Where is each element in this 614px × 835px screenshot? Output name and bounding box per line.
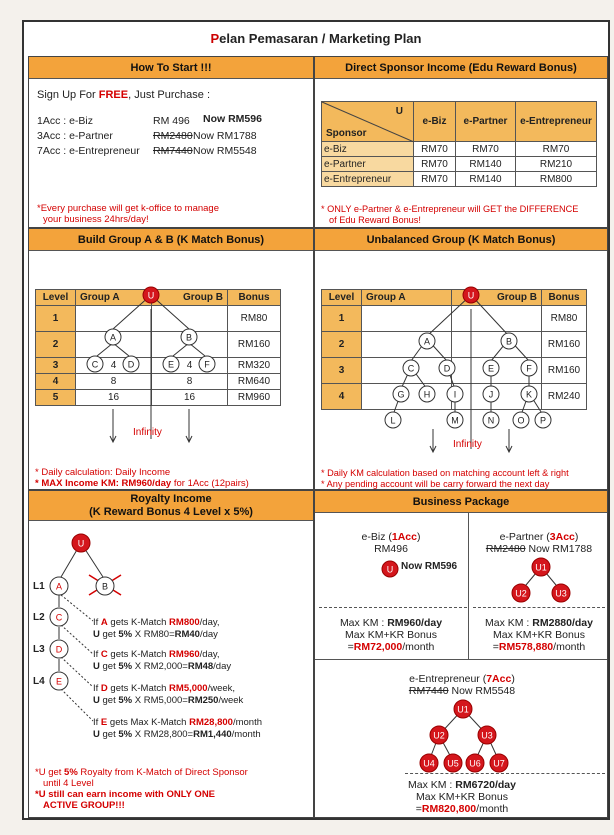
ebiz-now: Now RM596 (401, 561, 458, 572)
row-header: e-Entrepreneur (322, 172, 414, 187)
col-header: Group A (76, 290, 152, 306)
d-label: D (443, 363, 451, 374)
level-cell: 3 (322, 358, 362, 384)
u4-label: U4 (423, 758, 435, 769)
b-label: B (185, 332, 193, 343)
business-package-panel (314, 490, 608, 818)
sponsor-note-2: of Edu Reward Bonus! (329, 215, 421, 225)
ebiz-name: e-Biz (1Acc) (361, 531, 421, 543)
count-cell: 8 (76, 374, 152, 390)
n-label: N (487, 415, 495, 426)
price-row: 3Acc : e-Partner (37, 130, 113, 142)
cell: RM70 (516, 142, 597, 157)
divider (405, 773, 605, 774)
u5-label: U5 (447, 758, 459, 769)
level-label-l1: L1 (33, 581, 45, 592)
e-label: E (167, 359, 175, 370)
royalty-item: If C gets K-Match RM960/day, U get 5% X RM2,000=RM48/day (93, 649, 232, 672)
price-now: Now RM5548 (193, 145, 257, 157)
u3-label: U3 (555, 588, 567, 599)
royalty-item: If E gets Max K-Match RM28,800/month U get 5% X RM28,800=RM1,440/month (93, 717, 262, 740)
e-label: E (55, 676, 63, 687)
a-label: A (55, 581, 63, 592)
u3-label: U3 (481, 730, 493, 741)
corner-cell: U Sponsor (322, 102, 414, 142)
bonus-cell: RM960 (228, 390, 281, 406)
level-label-l3: L3 (33, 644, 45, 655)
unbalanced-note-2: * Any pending account will be carry forward the next day (321, 479, 550, 489)
j-label: J (488, 389, 494, 400)
build-note-2: * MAX Income KM: RM960/day for 1Acc (12pairs) (35, 478, 249, 489)
epartner-price: RM2480 Now RM1788 (485, 543, 593, 555)
col-header: Level (322, 290, 362, 306)
count-cell: 16 (152, 390, 228, 406)
level-cell: 1 (36, 306, 76, 332)
divider (473, 607, 605, 608)
cell: RM70 (456, 142, 516, 157)
col-header: Group B (452, 290, 542, 306)
count-cell: 4 (76, 358, 152, 374)
c-label: C (55, 612, 63, 623)
unbalanced-panel (314, 228, 608, 490)
col-header: e-Biz (414, 102, 456, 142)
bonus-cell: RM240 (542, 384, 587, 410)
b-label: B (101, 581, 109, 592)
u2-label: U2 (515, 588, 527, 599)
col-header: Bonus (542, 290, 587, 306)
price-now: Now RM596 (203, 113, 262, 125)
bonus-cell: RM80 (542, 306, 587, 332)
f-label: F (204, 359, 210, 370)
count-cell: 4 (152, 358, 228, 374)
cell: RM140 (456, 157, 516, 172)
kffice-note: *Every purchase will get k-office to manage (37, 203, 219, 214)
epartner-maxkm: Max KM : RM2880/day (485, 617, 593, 629)
c-label: C (91, 359, 99, 370)
g-label: G (397, 389, 405, 400)
row-header: e-Biz (322, 142, 414, 157)
level-cell: 4 (322, 384, 362, 410)
level-cell: 5 (36, 390, 76, 406)
level-cell: 2 (36, 332, 76, 358)
level-cell: 3 (36, 358, 76, 374)
o-label: O (517, 415, 525, 426)
cell: RM70 (414, 157, 456, 172)
unbalanced-title: Unbalanced Group (K Match Bonus) (315, 229, 607, 251)
price-old: RM7440 (153, 145, 193, 157)
cell: RM140 (456, 172, 516, 187)
e-label: E (487, 363, 495, 374)
bonus-cell: RM320 (228, 358, 281, 374)
row-header: e-Partner (322, 157, 414, 172)
col-header: Level (36, 290, 76, 306)
bonus-cell: RM160 (542, 358, 587, 384)
unbalanced-tree (315, 229, 608, 469)
cell: RM70 (414, 172, 456, 187)
direct-sponsor-panel (314, 56, 608, 228)
a-label: A (109, 332, 117, 343)
u6-label: U6 (469, 758, 481, 769)
cell: RM70 (414, 142, 456, 157)
bonus-cell: RM80 (228, 306, 281, 332)
eentre-price: RM7440 Now RM5548 (408, 685, 516, 697)
col-header: Group A (362, 290, 452, 306)
cell: RM210 (516, 157, 597, 172)
ebiz-kr-label: Max KM+KR Bonus (345, 629, 437, 641)
u7-label: U7 (493, 758, 505, 769)
build-group-title: Build Group A & B (K Match Bonus) (29, 229, 313, 251)
m-label: M (451, 415, 459, 426)
level-cell: 1 (322, 306, 362, 332)
infinity-label: Infinity (453, 439, 482, 450)
c-label: C (407, 363, 415, 374)
build-group-tree (29, 229, 314, 469)
bonus-cell: RM160 (542, 332, 587, 358)
cell: RM800 (516, 172, 597, 187)
divider (319, 607, 467, 608)
royalty-item: If D gets K-Match RM5,000/week, U get 5% X RM5,000=RM250/week (93, 683, 244, 706)
sponsor-table (321, 101, 597, 187)
u1-label: U1 (535, 562, 547, 573)
k-label: K (525, 389, 533, 400)
epartner-kr-label: Max KM+KR Bonus (493, 629, 585, 641)
count-cell: 16 (76, 390, 152, 406)
royalty-note-2: until 4 Level (43, 778, 94, 789)
price-old: RM2480 (153, 130, 193, 142)
royalty-title: Royalty Income (K Reward Bonus 4 Level x 5%) (29, 491, 313, 521)
kffice-note-2: your business 24hrs/day! (43, 214, 149, 225)
u-label: U (77, 538, 85, 549)
col-header: Group B (152, 290, 228, 306)
horizontal-divider (315, 659, 608, 660)
royalty-note: *U get 5% Royalty from K-Match of Direct Sponsor (35, 767, 248, 778)
d-label: D (127, 359, 135, 370)
royalty-note-4: ACTIVE GROUP!!! (43, 800, 125, 811)
d-label: D (55, 644, 63, 655)
u1-label: U1 (457, 704, 469, 715)
u-label: U (386, 564, 394, 575)
price-old: RM 496 (153, 115, 190, 127)
level-label-l4: L4 (33, 676, 45, 687)
ebiz-maxkm: Max KM : RM960/day (339, 617, 443, 629)
price-row: 7Acc : e-Entrepreneur (37, 145, 140, 157)
price-now: Now RM1788 (193, 130, 257, 142)
u-label: U (147, 290, 155, 301)
infinity-label: Infinity (133, 427, 162, 438)
royalty-item: If A gets K-Match RM800/day, U get 5% X RM80=RM40/day (93, 617, 220, 640)
bonus-cell: RM640 (228, 374, 281, 390)
eentre-kr-label: Max KM+KR Bonus (416, 791, 508, 803)
level-cell: 2 (322, 332, 362, 358)
how-to-start-title: How To Start !!! (29, 57, 313, 79)
f-label: F (526, 363, 532, 374)
page-title: Pelan Pemasaran / Marketing Plan (210, 31, 422, 46)
ebiz-price: RM496 (374, 543, 408, 555)
a-label: A (423, 336, 431, 347)
epartner-tree (501, 555, 581, 605)
eentre-maxkm: Max KM : RM6720/day (408, 779, 516, 791)
col-header: e-Partner (456, 102, 516, 142)
level-cell: 4 (36, 374, 76, 390)
direct-sponsor-title: Direct Sponsor Income (Edu Reward Bonus) (315, 57, 607, 79)
how-to-start-panel (28, 56, 314, 228)
build-note: * Daily calculation: Daily Income (35, 467, 171, 478)
count-cell: 8 (152, 374, 228, 390)
sign-up-intro: Sign Up For FREE, Just Purchase : (37, 89, 211, 101)
royalty-panel (28, 490, 314, 818)
unbalanced-note: * Daily KM calculation based on matching account left & right (321, 468, 569, 478)
marketing-plan-page (22, 20, 610, 820)
h-label: H (423, 389, 431, 400)
i-label: I (453, 389, 457, 400)
l-label: L (390, 415, 396, 426)
business-package-title: Business Package (315, 491, 607, 513)
price-row: 1Acc : e-Biz (37, 115, 94, 127)
epartner-kr: =RM578,880/month (492, 641, 586, 653)
b-label: B (505, 336, 513, 347)
level-label-l2: L2 (33, 612, 45, 623)
eentre-kr: =RM820,800/month (415, 803, 509, 815)
eentre-name: e-Entrepreneur (7Acc) (409, 673, 515, 685)
epartner-name: e-Partner (3Acc) (499, 531, 579, 543)
sponsor-note: * ONLY e-Partner & e-Entrepreneur will GET the DIFFERENCE (321, 204, 579, 214)
u2-label: U2 (433, 730, 445, 741)
bonus-cell: RM160 (228, 332, 281, 358)
build-group-panel (28, 228, 314, 490)
col-header: e-Entrepreneur (516, 102, 597, 142)
u-label: U (467, 290, 475, 301)
col-header: Bonus (228, 290, 281, 306)
p-label: P (539, 415, 547, 426)
royalty-note-3: *U still can earn income with ONLY ONE (35, 789, 216, 800)
ebiz-kr: =RM72,000/month (347, 641, 435, 653)
